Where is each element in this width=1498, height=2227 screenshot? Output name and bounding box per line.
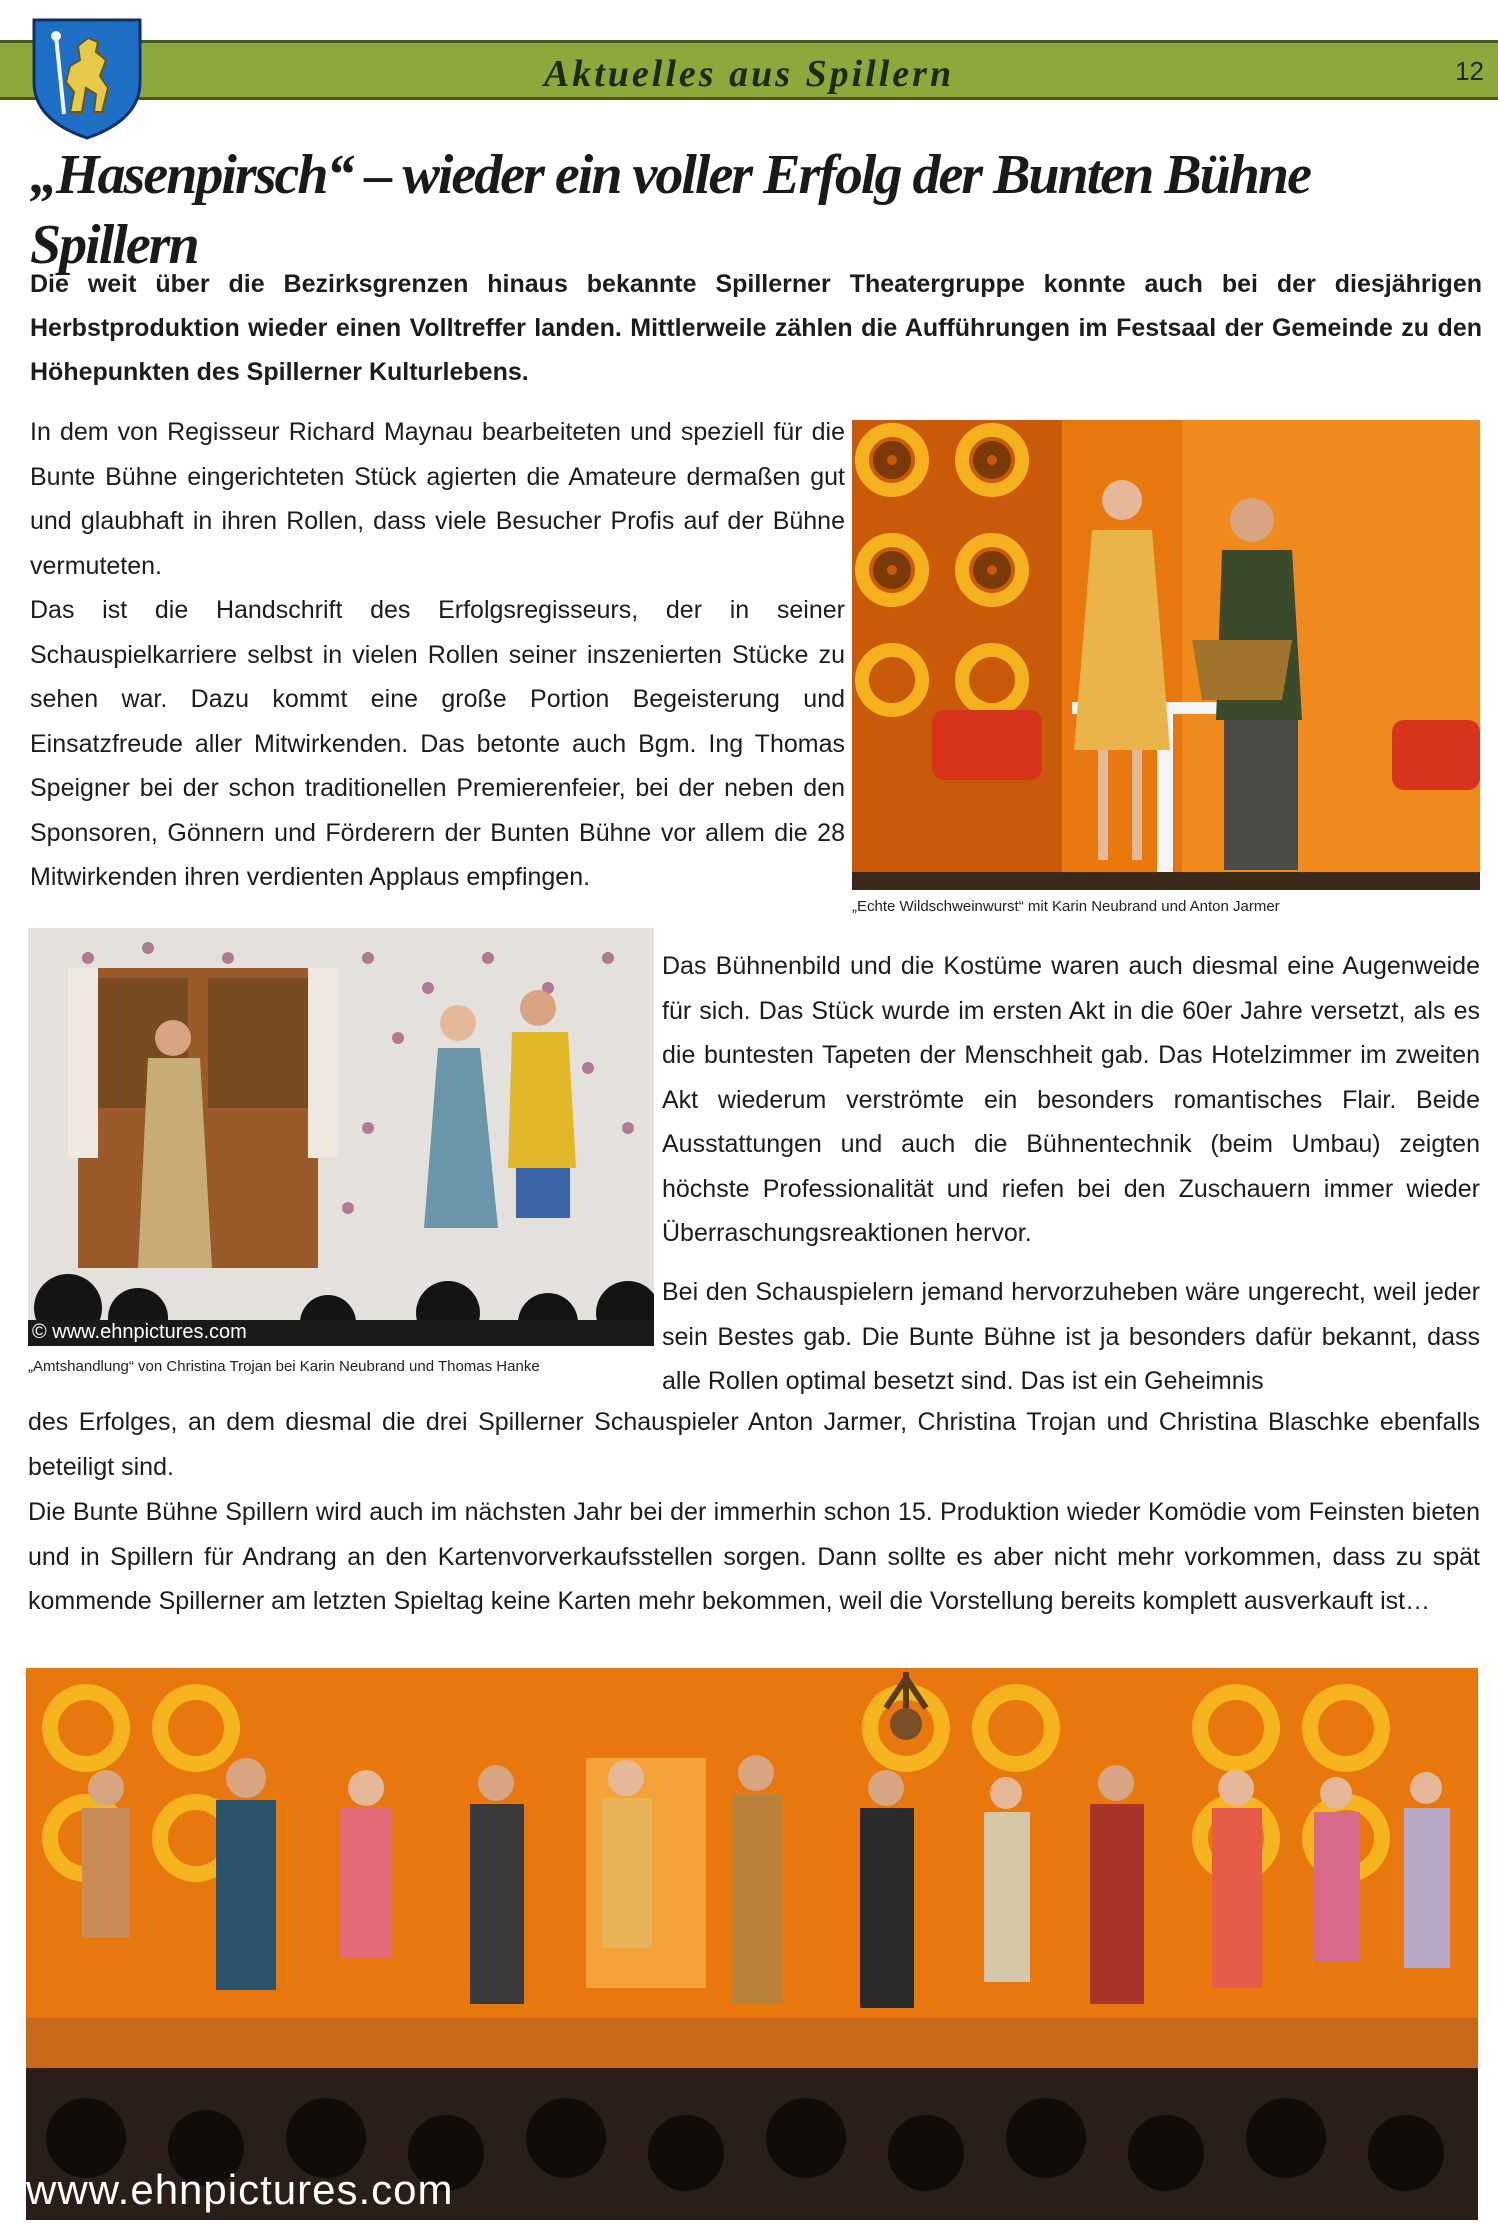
article-column-right (662, 944, 1480, 1256)
section-title: Aktuelles aus Spillern (543, 53, 955, 95)
article-headline: „Hasenpirsch“ – wieder ein voller Erfolg der Bunten Bühne Spillern (30, 144, 1310, 276)
article-column-right-continued (662, 1270, 1480, 1404)
stage-photo-amtshandlung (28, 928, 654, 1346)
photo-caption: „Echte Wildschweinwurst“ mit Karin Neubrand und Anton Jarmer (852, 898, 1280, 915)
paragraph: Die Bunte Bühne Spillern wird auch im nächsten Jahr bei der immerhin schon 15. Produktion wieder Komödie vom Feinsten bieten und in Spillern für Andrang an den Kartenvorverkaufsstellen sorgen. Dann sollte es aber nicht mehr vorkommen, dass zu spät kommende Spillerner am letzten Spieltag keine Karten mehr bekommen, weil die Vorstellung bereits komplett ausverkauft ist… (28, 1498, 1480, 1615)
paragraph: Bei den Schauspielern jemand hervorzuheben wäre ungerecht, weil jeder sein Bestes gab. Die Bunte Bühne ist ja besonders dafür bekannt, dass alle Rollen optimal besetzt sind. Das ist ein Geheimnis (662, 1278, 1480, 1395)
page-number: 12 (1455, 56, 1484, 86)
paragraph: Das Bühnenbild und die Kostüme waren auch diesmal eine Augenweide für sich. Das Stück wurde im ersten Akt in die 60er Jahre versetzt, als es die buntesten Tapeten der Menschheit gab. Das Hotelzimmer im zweiten Akt wiederum verströmte ein besonders romantisches Flair. Beide Ausstattungen und auch die Bühnentechnik (beim Umbau) zeigten höchste Professionalität und riefen bei den Zuschauern immer wieder Überraschungsreaktionen hervor. (662, 952, 1480, 1247)
stage-photo-wildschweinwurst (852, 420, 1480, 890)
article-fullwidth-text (28, 1400, 1480, 1489)
paragraph: des Erfolges, an dem diesmal die drei Spillerner Schauspieler Anton Jarmer, Christina Trojan und Christina Blaschke ebenfalls beteiligt sind. (28, 1408, 1480, 1481)
stage-photo-curtain-call (26, 1668, 1478, 2220)
photo-credit: © www.ehnpictures.com (32, 1321, 247, 1343)
article-fullwidth-text (28, 1490, 1480, 1624)
article-lead: Die weit über die Bezirksgrenzen hinaus bekannte Spillerner Theatergruppe konnte auch bei der diesjährigen Herbstproduktion wieder einen Volltreffer landen. Mittlerweile zählen die Aufführungen im Festsaal der Gemeinde zu den Höhepunkten des Spillerner Kulturlebens. (30, 270, 1482, 386)
photo-caption: „Amtshandlung“ von Christina Trojan bei Karin Neubrand und Thomas Hanke (28, 1358, 540, 1375)
article-column-left (30, 410, 845, 900)
paragraph: Das ist die Handschrift des Erfolgsregisseurs, der in seiner Schauspielkarriere selbst in vielen Rollen seiner inszenierten Stücke zu sehen war. Dazu kommt eine große Portion Begeisterung und Einsatzfreude aller Mitwirkenden. Das betonte auch Bgm. Ing Thomas Speigner bei der schon traditionellen Premierenfeier, bei der neben den Sponsoren, Gönnern und Förderern der Bunten Bühne vor allem die 28 Mitwirkenden ihren verdienten Applaus empfingen. (30, 596, 845, 891)
photo-credit: www.ehnpictures.com (26, 2166, 454, 2213)
paragraph: In dem von Regisseur Richard Maynau bearbeiteten und speziell für die Bunte Bühne eingerichteten Stück agierten die Amateure dermaßen gut und glaubhaft in ihren Rollen, dass viele Besucher Profis auf der Bühne vermuteten. (30, 418, 845, 580)
lion-crest-icon (30, 16, 144, 140)
